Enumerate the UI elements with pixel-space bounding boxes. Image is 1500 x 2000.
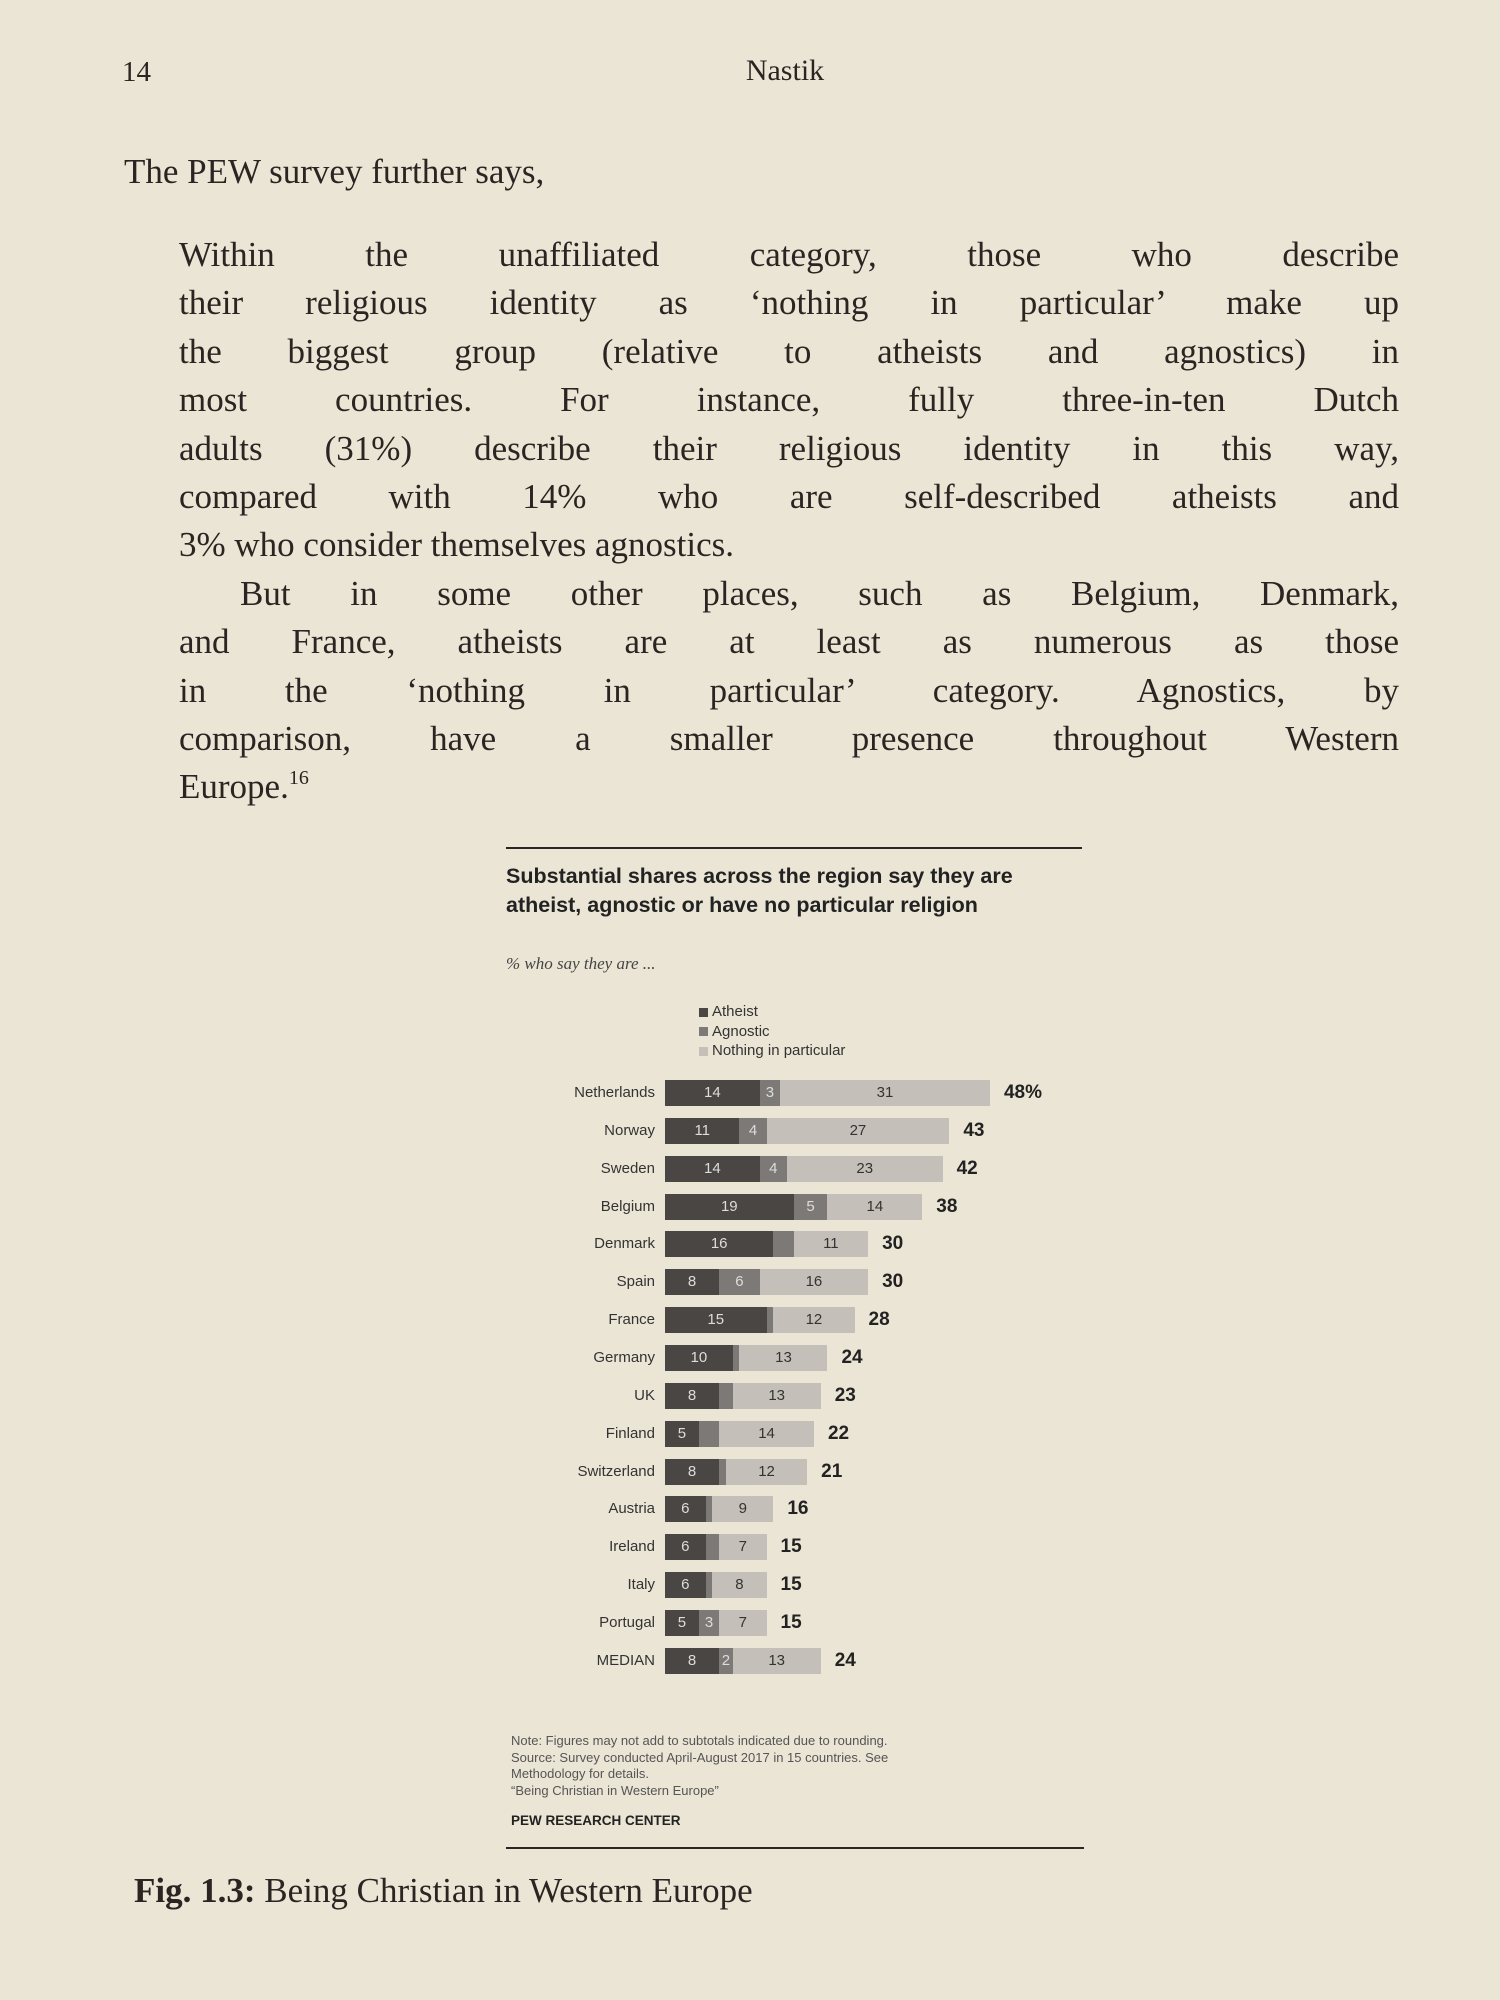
chart-title: Substantial shares across the region say they are atheist, agnostic or have no particular religion [506,864,1013,917]
bar-total: 15 [780,1536,802,1558]
bar-row [0,1534,1500,1560]
quote-line: compared with 14% who are self-described atheists and [179,477,1399,516]
bar-row [0,1118,1500,1144]
quote-line: in the ‘nothing in particular’ category. Agnostics, by [179,670,1399,710]
intro-line: The PEW survey further says, [124,152,545,191]
bar-segment-atheist: 6 [665,1572,706,1598]
bar-row [0,1648,1500,1674]
quote-line: the biggest group (relative to atheists and agnostics) in [179,331,1399,371]
bar-segment-atheist: 8 [665,1269,719,1295]
figure-label: Fig. 1.3: [134,1871,256,1910]
figure-caption [134,1871,753,1911]
running-head: Nastik [745,54,825,87]
chart-subtitle: % who say they are ... [506,954,656,973]
legend-item [699,1041,845,1061]
legend-item [699,1002,845,1022]
bar-total: 30 [882,1233,904,1255]
bar-segment-agnostic: 3 [699,1610,719,1636]
category-label: Belgium [600,1197,655,1215]
bar-segment-atheist: 19 [665,1194,794,1220]
bar-total: 43 [963,1119,985,1141]
category-label: MEDIAN [596,1651,655,1669]
bar-segment-atheist: 14 [665,1080,760,1106]
category-label: Finland [605,1424,655,1442]
bar-segment-nothing-in-particular: 27 [767,1118,950,1144]
bar-segment-nothing-in-particular: 16 [760,1269,868,1295]
bar-row [0,1421,1500,1447]
bar-segment-nothing-in-particular: 23 [787,1156,943,1182]
legend-swatch [699,1027,708,1036]
quote-line: 3% who consider themselves agnostics. [179,525,735,565]
chart-legend [699,1002,845,1061]
bar-segment-nothing-in-particular: 12 [726,1459,807,1485]
bar-segment-nothing-in-particular: 8 [712,1572,766,1598]
note-line: Note: Figures may not add to subtotals indicated due to rounding. [511,1733,888,1748]
quote-line: comparison, have a smaller presence throughout Western [179,719,1399,758]
bar-segment-nothing-in-particular: 31 [780,1080,990,1106]
figure-title: Being Christian in Western Europe [255,1871,753,1910]
chart-notes [511,1733,888,1799]
bar-segment-agnostic: 3 [760,1080,780,1106]
bar-segment-atheist: 8 [665,1383,719,1409]
note-line: Source: Survey conducted April-August 2017 in 15 countries. See [511,1749,889,1765]
bar-segment-agnostic: 2 [719,1648,733,1674]
quote-line: But in some other places, such as Belgium, Denmark, [240,573,1399,613]
category-label: Ireland [609,1538,655,1556]
bar-segment-atheist: 10 [665,1345,733,1371]
bar-total: 21 [821,1460,843,1482]
bar-row [0,1496,1500,1522]
bar-segment-atheist: 16 [665,1231,773,1257]
bar-segment-agnostic [733,1345,740,1371]
note-line: Methodology for details. [511,1766,650,1781]
bar-segment-agnostic [767,1307,774,1333]
chart-bottom-rule [506,1847,1084,1849]
chart-top-rule [506,847,1082,849]
bar-segment-atheist: 6 [665,1534,706,1560]
bar-row [0,1610,1500,1636]
bar-row [0,1231,1500,1257]
bar-row [0,1383,1500,1409]
bar-row [0,1156,1500,1182]
legend-label: Agnostic [712,1022,770,1040]
bar-row [0,1459,1500,1485]
bar-total: 15 [780,1574,802,1596]
bar-total: 48% [1003,1082,1042,1103]
bar-segment-nothing-in-particular: 13 [739,1345,827,1371]
bar-total: 16 [787,1498,809,1520]
bar-segment-agnostic [719,1383,733,1409]
source-org: PEW RESEARCH CENTER [511,1813,681,1828]
quote-line: and France, atheists are at least as numerous as those [179,622,1399,662]
bar-row [0,1345,1500,1371]
category-label: Spain [616,1273,655,1291]
category-label: Norway [604,1121,655,1139]
category-label: UK [634,1386,655,1404]
footnote-ref[interactable]: 16 [288,767,309,790]
quote-line: adults (31%) describe their religious identity in this way, [179,428,1399,468]
category-label: Switzerland [577,1462,655,1480]
category-label: Netherlands [574,1084,655,1101]
bar-total: 24 [834,1649,856,1671]
category-label: Germany [593,1348,655,1366]
bar-row [0,1572,1500,1598]
category-label: Portugal [599,1613,655,1631]
bar-total: 22 [827,1422,850,1444]
bar-segment-agnostic: 4 [760,1156,787,1182]
category-label: France [608,1311,655,1329]
legend-item [699,1022,845,1042]
bar-segment-nothing-in-particular: 14 [827,1194,922,1220]
bar-total: 30 [882,1271,904,1293]
bar-segment-agnostic [719,1459,726,1485]
bar-row [0,1194,1500,1220]
category-label: Denmark [594,1235,655,1253]
bar-segment-agnostic [706,1534,720,1560]
bar-segment-agnostic [699,1421,719,1447]
quote-line: most countries. For instance, fully three-in-ten Dutch [179,380,1399,420]
bar-segment-atheist: 14 [665,1156,760,1182]
bar-segment-atheist: 5 [665,1610,699,1636]
bar-segment-atheist: 15 [665,1307,767,1333]
bar-segment-nothing-in-particular: 14 [719,1421,814,1447]
category-label: Italy [627,1576,655,1594]
quote-line: their religious identity as ‘nothing in particular’ make up [179,283,1399,323]
legend-label: Nothing in particular [712,1042,846,1059]
page-number: 14 [122,56,151,88]
bar-segment-nothing-in-particular: 9 [712,1496,773,1522]
quote-line: Europe.$^{16}$ [179,767,309,807]
bar-segment-atheist: 6 [665,1496,706,1522]
legend-swatch [699,1008,708,1017]
bar-row [0,1307,1500,1333]
bar-segment-nothing-in-particular: 7 [719,1610,766,1636]
note-line: “Being Christian in Western Europe” [511,1782,719,1798]
category-label: Sweden [600,1159,655,1177]
quote-line: Within the unaffiliated category, those who describe [179,235,1399,274]
bar-total: 24 [841,1346,863,1368]
bar-segment-nothing-in-particular: 11 [794,1231,868,1257]
bar-segment-nothing-in-particular: 13 [733,1383,821,1409]
bar-segment-agnostic [706,1572,713,1598]
bar-row [0,1269,1500,1295]
bar-segment-agnostic [706,1496,713,1522]
bar-segment-agnostic: 4 [739,1118,766,1144]
bar-total: 23 [834,1384,856,1406]
legend-swatch [699,1047,708,1056]
legend-label: Atheist [712,1003,758,1020]
bar-segment-agnostic: 5 [794,1194,828,1220]
bar-segment-agnostic: 6 [719,1269,760,1295]
bar-segment-atheist: 5 [665,1421,699,1447]
bar-segment-atheist: 8 [665,1459,719,1485]
bar-segment-atheist: 8 [665,1648,719,1674]
bar-total: 42 [956,1157,978,1179]
bar-row [0,1080,1500,1106]
bar-segment-atheist: 11 [665,1118,739,1144]
bar-segment-nothing-in-particular: 7 [719,1534,766,1560]
category-label: Austria [608,1500,655,1518]
bar-segment-nothing-in-particular: 12 [773,1307,854,1333]
bar-total: 38 [936,1195,958,1217]
bar-segment-nothing-in-particular: 13 [733,1648,821,1674]
bar-total: 28 [868,1309,890,1331]
bar-total: 15 [780,1611,802,1633]
bar-segment-agnostic [773,1231,793,1257]
